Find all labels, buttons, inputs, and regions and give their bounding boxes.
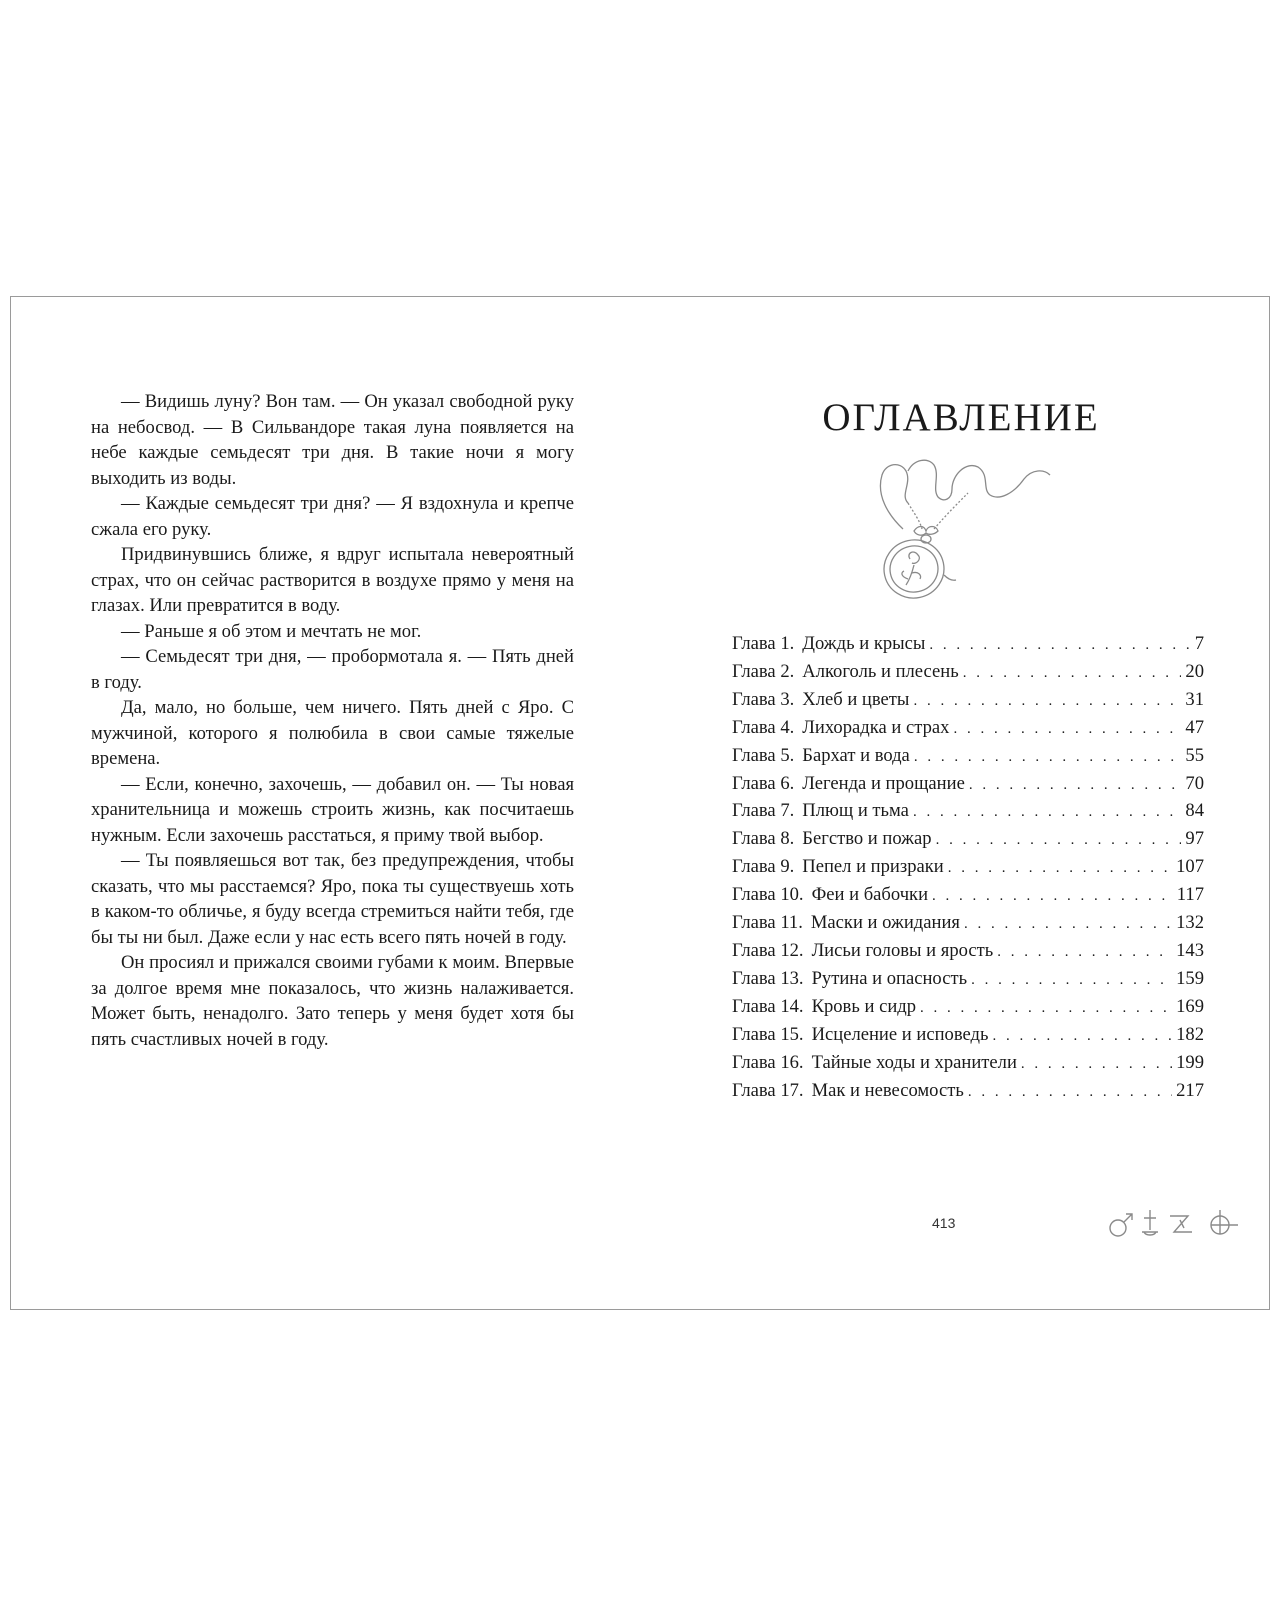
- toc-leader-dots: [964, 911, 1172, 938]
- toc-entry[interactable]: [732, 826, 1204, 854]
- toc-entry[interactable]: [732, 1022, 1204, 1050]
- toc-leader-dots: [948, 855, 1172, 882]
- toc-chapter-number: Глава 10.: [732, 884, 804, 906]
- toc-chapter-number: Глава 1.: [732, 633, 795, 654]
- toc-chapter-title: Лисьи головы и ярость: [811, 939, 994, 961]
- toc-leader-dots: [1021, 1051, 1172, 1078]
- toc-page-number: 132: [1176, 912, 1204, 934]
- toc-chapter-number: Глава 5.: [732, 744, 795, 766]
- toc-chapter-title: Хлеб и цветы: [802, 688, 910, 710]
- paragraph: — Семьдесят три дня, — пробормотала я. — Пять дней в году.: [91, 646, 574, 693]
- toc-leader-dots: [968, 1079, 1172, 1106]
- toc-page-number: 97: [1185, 828, 1204, 850]
- toc-leader-dots: [971, 967, 1172, 994]
- toc-page-number: 84: [1185, 800, 1204, 822]
- toc-page-number: 20: [1185, 660, 1204, 682]
- toc-entry[interactable]: [732, 687, 1204, 715]
- toc-chapter-number: Глава 11.: [732, 912, 803, 934]
- toc-chapter-number: Глава 16.: [732, 1051, 804, 1073]
- page-number: 413: [932, 1215, 956, 1231]
- toc-chapter-number: Глава 7.: [732, 800, 795, 822]
- toc-chapter-number: Глава 4.: [732, 716, 795, 738]
- toc-chapter-title: Тайные ходы и хранители: [811, 1051, 1017, 1073]
- toc-chapter-number: Глава 2.: [732, 660, 795, 682]
- toc-entry[interactable]: [732, 966, 1204, 994]
- toc-chapter-title: Феи и бабочки: [811, 884, 929, 906]
- toc-chapter-title: Дождь и крысы: [802, 633, 926, 654]
- toc-page-number: 107: [1176, 856, 1204, 878]
- locket-illustration: [848, 455, 1058, 600]
- toc-entry[interactable]: [732, 715, 1204, 743]
- paragraph: — Видишь луну? Вон там. — Он указал свободной руку на небосвод. — В Сильвандоре такая луна появляется на небе каждые семьдесят три дня. В такие ночи я могу выходить из воды.: [91, 391, 574, 489]
- toc-chapter-title: Плющ и тьма: [802, 800, 909, 822]
- toc-chapter-title: Исцеление и исповедь: [811, 1023, 989, 1045]
- toc-chapter-number: Глава 3.: [732, 688, 795, 710]
- toc-page-number: 199: [1176, 1051, 1204, 1073]
- left-page-text: [91, 389, 574, 1052]
- toc-page-number: 217: [1176, 1079, 1204, 1101]
- toc-page-number: 31: [1185, 688, 1204, 710]
- toc-chapter-number: Глава 8.: [732, 828, 795, 850]
- toc-title: ОГЛАВЛЕНИЕ: [822, 396, 1100, 439]
- paragraph: Он просиял и прижался своими губами к моим. Впервые за долгое время мне показалось, что жизнь налаживается. Может быть, ненадолго. Зато теперь у меня будет хотя бы пять счастливых ночей в году.: [91, 952, 574, 1050]
- toc-chapter-title: Бегство и пожар: [802, 828, 932, 850]
- paragraph: — Если, конечно, захочешь, — добавил он. — Ты новая хранительница и можешь строить жизнь, как посчитаешь нужным. Если захочешь расстаться, я приму твой выбор.: [91, 773, 574, 846]
- toc-chapter-title: Маски и ожидания: [810, 912, 960, 934]
- toc-entry[interactable]: [732, 743, 1204, 771]
- toc-page-number: 70: [1185, 772, 1204, 794]
- toc-entry[interactable]: [732, 1078, 1204, 1106]
- toc-page-number: 143: [1176, 939, 1204, 961]
- toc-leader-dots: [913, 799, 1181, 826]
- toc-page-number: 117: [1176, 884, 1204, 906]
- toc-chapter-number: Глава 6.: [732, 772, 795, 794]
- toc-entry[interactable]: [732, 854, 1204, 882]
- paragraph: — Ты появляешься вот так, без предупреждения, чтобы сказать, что мы расстаемся? Яро, пока ты существуешь хоть в каком-то обличье, я буду всегда стремиться найти тебя, где бы ты ни был. Даже если у нас есть всего пять ночей в году.: [91, 850, 574, 948]
- toc-leader-dots: [963, 660, 1182, 687]
- toc-chapter-title: Мак и невесомость: [811, 1079, 964, 1101]
- toc-chapter-number: Глава 13.: [732, 967, 804, 989]
- toc-chapter-title: Алкоголь и плесень: [802, 660, 959, 682]
- toc-chapter-number: Глава 9.: [732, 856, 795, 878]
- toc-leader-dots: [953, 716, 1181, 743]
- toc-page-number: 169: [1176, 995, 1204, 1017]
- alchemical-symbols-ornament: [1104, 1202, 1240, 1242]
- toc-leader-dots: [969, 772, 1182, 799]
- toc-page-number: 7: [1194, 633, 1204, 654]
- paragraph: — Раньше я об этом и мечтать не мог.: [121, 620, 422, 642]
- toc-chapter-number: Глава 14.: [732, 995, 804, 1017]
- toc-leader-dots: [992, 1023, 1172, 1050]
- book-spread: [10, 296, 1270, 1310]
- toc-chapter-title: Рутина и опасность: [811, 967, 968, 989]
- toc-chapter-title: Бархат и вода: [802, 744, 910, 766]
- toc-leader-dots: [929, 632, 1190, 659]
- toc-page-number: 55: [1185, 744, 1204, 766]
- toc-chapter-title: Легенда и прощание: [802, 772, 965, 794]
- toc-leader-dots: [997, 939, 1172, 966]
- toc-entry[interactable]: [732, 1050, 1204, 1078]
- toc-leader-dots: [932, 883, 1173, 910]
- toc-entry[interactable]: [732, 994, 1204, 1022]
- toc-list: [732, 631, 1204, 1105]
- toc-page-number: 182: [1176, 1023, 1204, 1045]
- toc-leader-dots: [913, 688, 1181, 715]
- paragraph: Придвинувшись ближе, я вдруг испытала невероятный страх, что он сейчас растворится в воздухе прямо у меня на глазах. Или превратится в воду.: [91, 544, 574, 616]
- toc-chapter-title: Пепел и призраки: [802, 856, 944, 878]
- toc-chapter-number: Глава 12.: [732, 939, 804, 961]
- toc-chapter-title: Кровь и сидр: [811, 995, 917, 1017]
- toc-page-number: 47: [1185, 716, 1204, 738]
- toc-entry[interactable]: [732, 798, 1204, 826]
- toc-leader-dots: [914, 744, 1182, 771]
- toc-page-number: 159: [1176, 967, 1204, 989]
- paragraph: Да, мало, но больше, чем ничего. Пять дней с Яро. С мужчиной, которого я полюбила в свои самые тяжелые времена.: [91, 697, 574, 769]
- toc-entry[interactable]: [732, 631, 1204, 659]
- toc-chapter-number: Глава 17.: [732, 1079, 804, 1101]
- toc-entry[interactable]: [732, 882, 1204, 910]
- toc-leader-dots: [920, 995, 1172, 1022]
- toc-leader-dots: [936, 827, 1182, 854]
- toc-entry[interactable]: [732, 938, 1204, 966]
- toc-entry[interactable]: [732, 771, 1204, 799]
- toc-entry[interactable]: [732, 910, 1204, 938]
- toc-chapter-number: Глава 15.: [732, 1023, 804, 1045]
- paragraph: — Каждые семьдесят три дня? — Я вздохнула и крепче сжала его руку.: [91, 493, 574, 540]
- toc-chapter-title: Лихорадка и страх: [802, 716, 950, 738]
- toc-entry[interactable]: [732, 659, 1204, 687]
